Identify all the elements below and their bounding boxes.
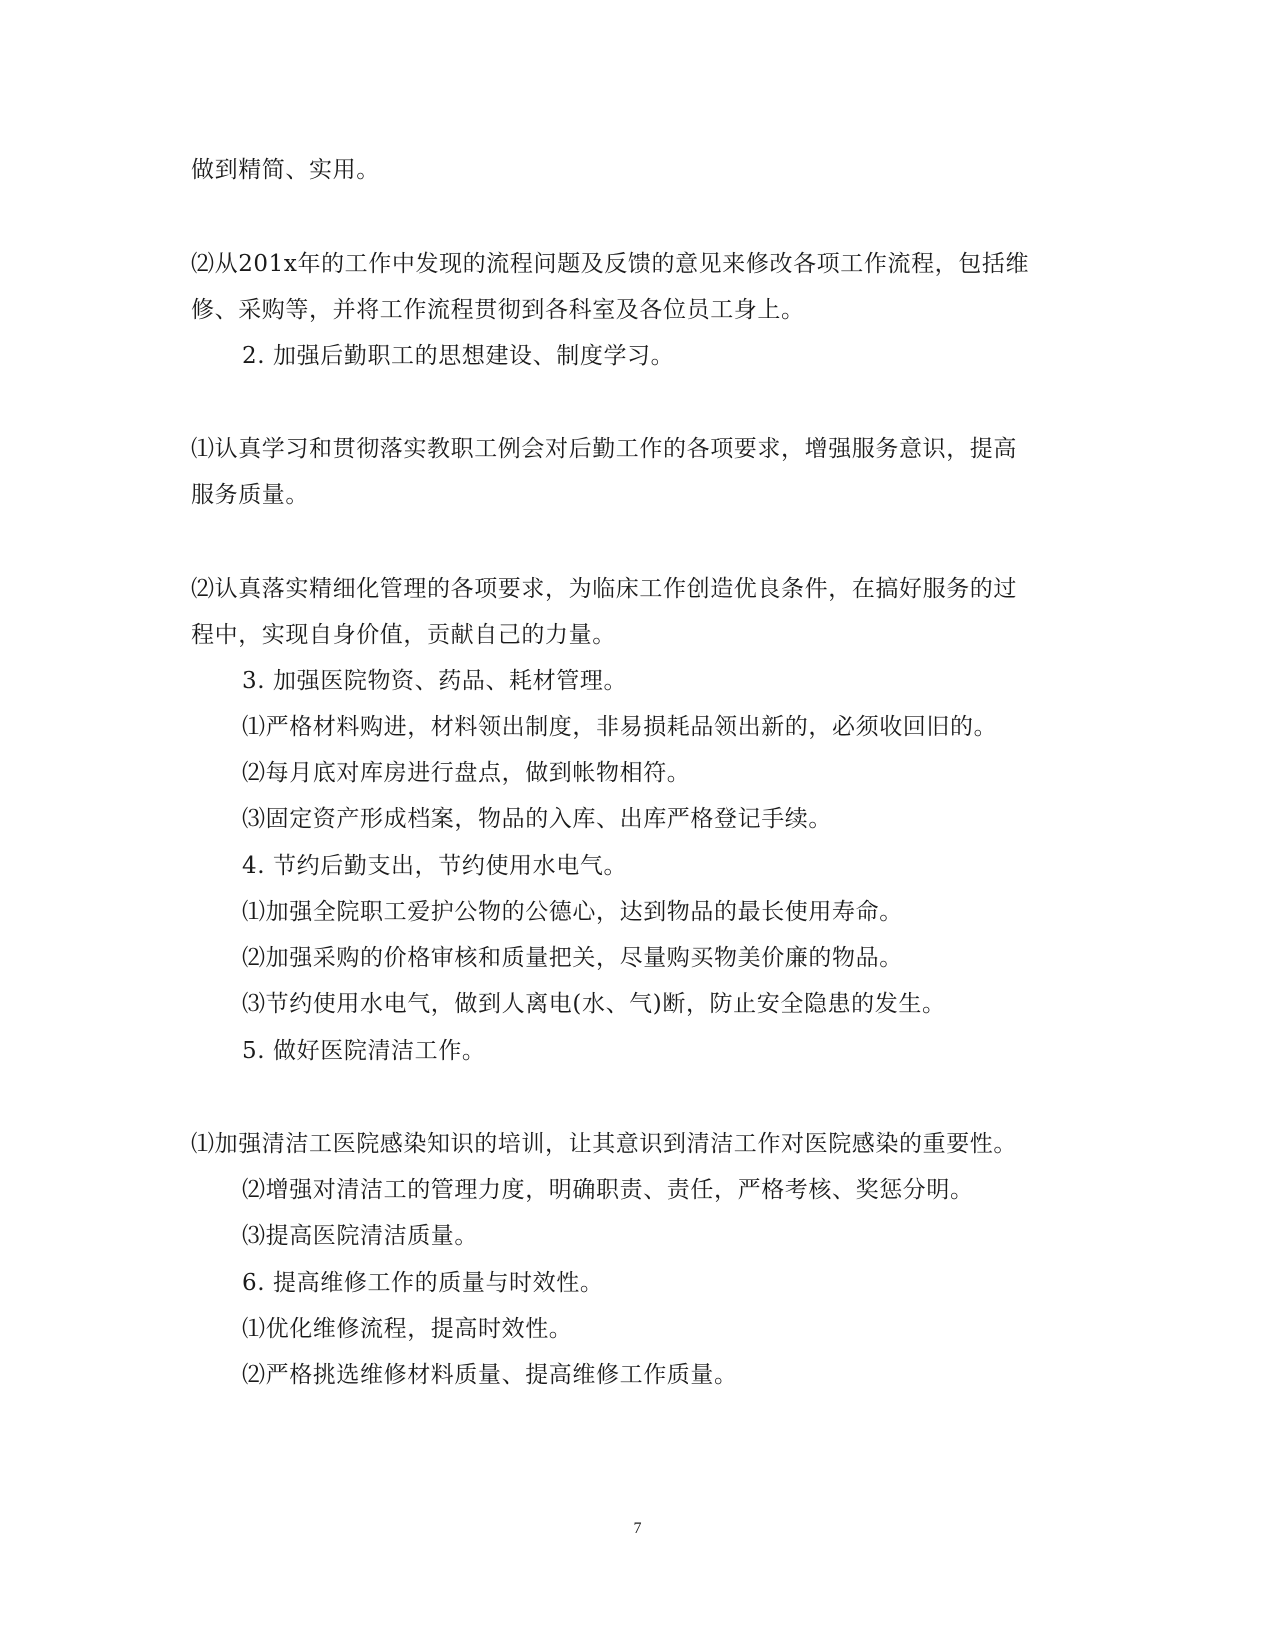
section-heading: 3. 加强医院物资、药品、耗材管理。 — [242, 668, 628, 694]
text-line: 修、采购等，并将工作流程贯彻到各科室及各位员工身上。 — [191, 297, 805, 323]
text-line: 服务质量。 — [191, 482, 309, 508]
text-line: ⑴加强全院职工爱护公物的公德心，达到物品的最长使用寿命。 — [242, 899, 903, 925]
text-line: ⑴认真学习和贯彻落实教职工例会对后勤工作的各项要求，增强服务意识，提高 — [191, 436, 1017, 462]
text-line: 做到精简、实用。 — [191, 157, 380, 183]
section-heading: 2. 加强后勤职工的思想建设、制度学习。 — [242, 343, 675, 369]
page-number: 7 — [633, 1520, 642, 1537]
section-heading: 6. 提高维修工作的质量与时效性。 — [242, 1270, 604, 1296]
text-line: ⑵增强对清洁工的管理力度，明确职责、责任，严格考核、奖惩分明。 — [242, 1177, 974, 1203]
text-line: ⑶固定资产形成档案，物品的入库、出库严格登记手续。 — [242, 806, 832, 832]
section-heading: 4. 节约后勤支出，节约使用水电气。 — [242, 853, 628, 879]
text-line: ⑴优化维修流程，提高时效性。 — [242, 1316, 573, 1342]
text-line: ⑵严格挑选维修材料质量、提高维修工作质量。 — [242, 1362, 738, 1388]
text-line: ⑵加强采购的价格审核和质量把关，尽量购买物美价廉的物品。 — [242, 945, 903, 971]
text-line: ⑶节约使用水电气，做到人离电(水、气)断，防止安全隐患的发生。 — [242, 991, 946, 1017]
text-line: ⑵每月底对库房进行盘点，做到帐物相符。 — [242, 760, 691, 786]
text-line: ⑶提高医院清洁质量。 — [242, 1223, 478, 1249]
text-line: ⑴严格材料购进，材料领出制度，非易损耗品领出新的，必须收回旧的。 — [242, 714, 998, 740]
text-line: ⑵从201x年的工作中发现的流程问题及反馈的意见来修改各项工作流程，包括维 — [191, 251, 1030, 277]
section-heading: 5. 做好医院清洁工作。 — [242, 1038, 486, 1064]
text-line: ⑴加强清洁工医院感染知识的培训，让其意识到清洁工作对医院感染的重要性。 — [191, 1131, 1017, 1157]
text-line: 程中，实现自身价值，贡献自己的力量。 — [191, 622, 616, 648]
text-line: ⑵认真落实精细化管理的各项要求，为临床工作创造优良条件，在搞好服务的过 — [191, 576, 1017, 602]
